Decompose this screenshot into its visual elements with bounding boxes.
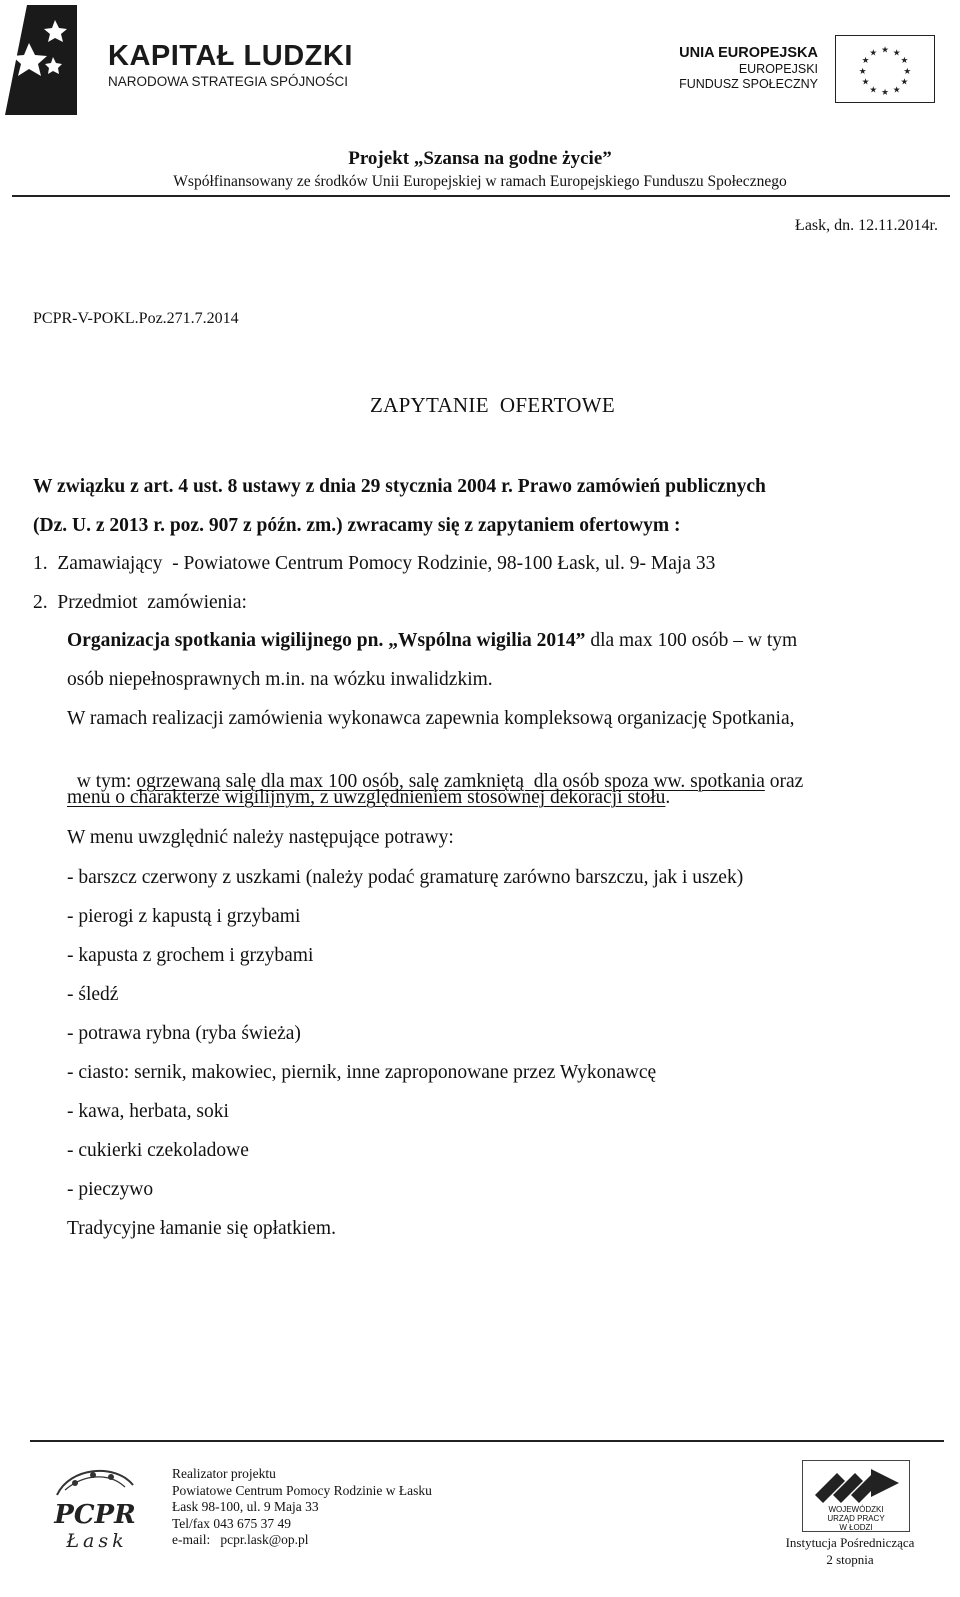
header-divider: [12, 195, 950, 197]
scope-line-3-underlined: menu o charakterze wigilijnym, z uwzględnieniem stosownej dekoracji stołu: [67, 787, 666, 808]
svg-text:★: ★: [869, 48, 878, 59]
kapital-ludzki-title: KAPITAŁ LUDZKI: [108, 40, 353, 72]
svg-text:★: ★: [861, 77, 870, 88]
menu-item: - pieczywo: [67, 1179, 154, 1200]
intro-line-1: W związku z art. 4 ust. 8 ustawy z dnia 29 stycznia 2004 r. Prawo zamówień publicznych: [33, 476, 766, 497]
svg-text:★: ★: [903, 66, 912, 77]
menu-item: - cukierki czekoladowe: [67, 1140, 249, 1161]
svg-text:★: ★: [900, 56, 909, 67]
footer-line: Realizator projektu: [172, 1466, 276, 1481]
subject-line-cont: osób niepełnosprawnych m.in. na wózku inwalidzkim.: [67, 669, 493, 690]
footer-email: e-mail: pcpr.lask@op.pl: [172, 1532, 309, 1547]
svg-text:★: ★: [892, 48, 901, 59]
scope-line-3: [67, 786, 670, 810]
footer-line: Tel/fax 043 675 37 49: [172, 1515, 292, 1531]
eu-flag-icon: [835, 35, 935, 103]
pcpr-logo-city: Łask: [66, 1530, 128, 1552]
eu-label: [679, 44, 818, 92]
scope-line-2-prefix: w tym:: [76, 771, 137, 792]
scope-line-3-suffix: .: [665, 787, 671, 808]
eu-line3: FUNDUSZ SPOŁECZNY: [679, 77, 818, 91]
svg-text:★: ★: [869, 85, 878, 96]
wup-line2: URZĄD PRACY: [827, 1514, 885, 1523]
svg-text:★: ★: [900, 77, 909, 88]
menu-item: - kawa, herbata, soki: [67, 1101, 229, 1122]
subject-event-name: Organizacja spotkania wigilijnego pn. „Wspólna wigilia 2014”: [67, 630, 586, 651]
menu-item: - ciasto: sernik, makowiec, piernik, inne zaproponowane przez Wykonawcę: [67, 1062, 657, 1083]
wup-label: [803, 1505, 909, 1532]
svg-text:★: ★: [892, 85, 901, 96]
project-title: Projekt „Szansa na godne życie”: [348, 148, 612, 169]
arrows-icon: [811, 1465, 901, 1503]
intermediate-line1: Instytucja Pośrednicząca: [785, 1535, 915, 1550]
subject-capacity: dla max 100 osób – w tym: [585, 630, 798, 651]
wup-line1: WOJEWÓDZKI: [828, 1505, 884, 1514]
cofinancing-note: Współfinansowany ze środków Unii Europejskiej w ramach Europejskiego Funduszu Społecznego: [173, 173, 787, 190]
menu-item: - śledź: [67, 984, 119, 1005]
footer-divider: [30, 1440, 944, 1442]
svg-text:★: ★: [881, 88, 889, 99]
kapital-ludzki-subtitle: NARODOWA STRATEGIA SPÓJNOŚCI: [108, 74, 349, 89]
eu-line2: EUROPEJSKI: [738, 62, 818, 76]
svg-text:★: ★: [861, 56, 870, 67]
intermediate-institution: [770, 1534, 930, 1568]
wup-logo: [802, 1460, 910, 1532]
menu-item: - barszcz czerwony z uszkami (należy podać gramaturę zarówno barszczu, jak i uszek): [67, 867, 744, 888]
item-ordering-party: 1. Zamawiający - Powiatowe Centrum Pomocy Rodzinie, 98-100 Łask, ul. 9- Maja 33: [33, 553, 716, 574]
pcpr-logo: [45, 1455, 145, 1565]
scope-line-2-underlined: ogrzewaną salę dla max 100 osób, salę zamkniętą dla osób spoza ww. spotkania: [136, 771, 765, 792]
subject-line: [67, 629, 797, 653]
footer-line: Powiatowe Centrum Pomocy Rodzinie w Łasku: [172, 1482, 432, 1498]
wup-line3: W ŁODZI: [839, 1523, 873, 1532]
closing-note: Tradycyjne łamanie się opłatkiem.: [67, 1218, 336, 1239]
document-title: ZAPYTANIE OFERTOWE: [369, 393, 616, 417]
scope-line-1: W ramach realizacji zamówienia wykonawca zapewnia kompleksową organizację Spotkania,: [67, 708, 795, 729]
footer-line: Łask 98-100, ul. 9 Maja 33: [172, 1499, 319, 1514]
svg-text:★: ★: [858, 66, 867, 77]
intro-line-2: (Dz. U. z 2013 r. poz. 907 z późn. zm.) zwracamy się z zapytaniem ofertowym :: [33, 515, 681, 536]
menu-item: - potrawa rybna (ryba świeża): [67, 1023, 301, 1044]
place-date: Łask, dn. 12.11.2014r.: [795, 217, 938, 234]
kapital-ludzki-logo: [5, 5, 77, 115]
menu-intro: W menu uwzględnić należy następujące potrawy:: [67, 827, 454, 848]
eu-line1: UNIA EUROPEJSKA: [679, 45, 818, 61]
item-subject: 2. Przedmiot zamówienia:: [33, 592, 247, 613]
intermediate-line2: 2 stopnia: [826, 1552, 874, 1567]
menu-item: - pierogi z kapustą i grzybami: [67, 906, 301, 927]
menu-item: - kapusta z grochem i grzybami: [67, 945, 314, 966]
svg-text:★: ★: [881, 45, 889, 56]
reference-number: PCPR-V-POKL.Poz.271.7.2014: [33, 310, 239, 327]
footer-contact: [172, 1466, 432, 1549]
pcpr-logo-text: PCPR: [54, 1500, 136, 1530]
scope-line-2-suffix: oraz: [764, 771, 804, 792]
